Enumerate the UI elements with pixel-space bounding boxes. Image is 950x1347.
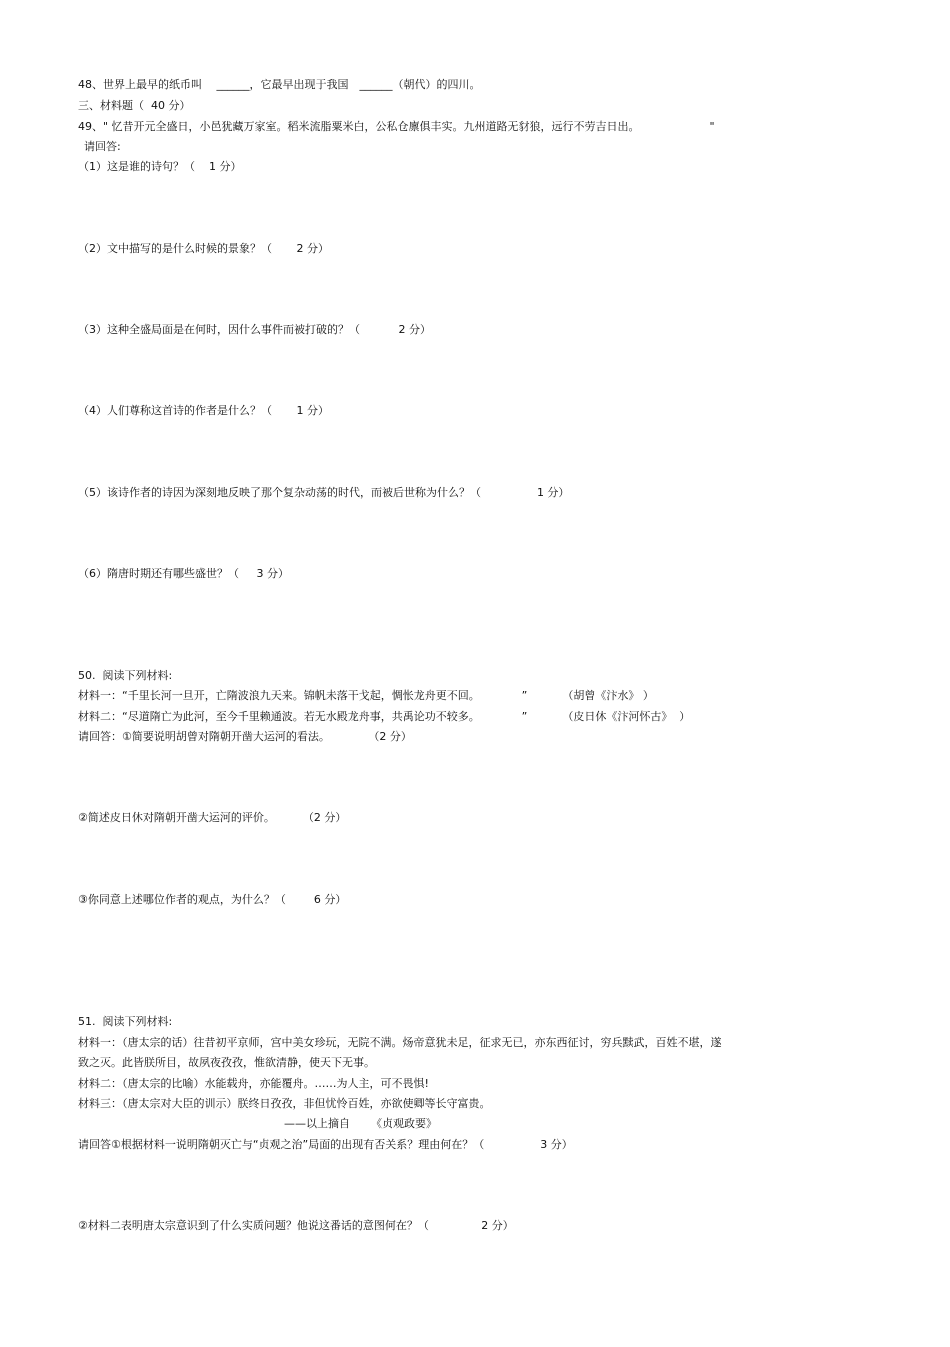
question-51-material-2: 材料二：（唐太宗的比喻）水能载舟，亦能覆舟。……为人主，可不畏惧! [78,1077,429,1090]
question-51-material-1-line-1: 材料一：（唐太宗的话）往昔初平京师，宫中美女珍玩，无院不满。炀帝意犹未足，征求无已，亦东西征讨，穷兵黩武，百姓不堪，遂 [78,1036,722,1049]
question-50-ask-3: ③你同意上述哪位作者的观点，为什么？（ 6 分） [78,893,347,906]
question-49-poem: 49、" 忆昔开元全盛日，小邑犹藏万家室。稻米流脂粟米白，公私仓廪俱丰实。九州道路无豺狼，远行不劳吉日出。 " [78,120,715,133]
question-50-ask-2: ②简述皮日休对隋朝开凿大运河的评价。 （2 分） [78,811,347,824]
question-49-sub-1: （1）这是谁的诗句？（ 1 分） [78,160,242,173]
question-48: 48、世界上最早的纸币叫 ______，它最早出现于我国 ______（朝代）的四川。 [78,78,481,91]
question-49-sub-3: （3）这种全盛局面是在何时，因什么事件而被打破的？（ 2 分） [78,323,431,336]
question-50-material-1: 材料一：“千里长河一旦开，亡隋波浪九天来。锦帆未落干戈起，惆怅龙舟更不回。 ” （胡曾《汴水》 ） [78,689,654,702]
question-49-sub-6: （6）隋唐时期还有哪些盛世？（ 3 分） [78,567,289,580]
question-50-ask-1: 请回答：①简要说明胡曾对隋朝开凿大运河的看法。 （2 分） [78,730,412,743]
question-49-sub-5: （5）该诗作者的诗因为深刻地反映了那个复杂动荡的时代，而被后世称为什么？（ 1 分） [78,486,570,499]
question-51-ask-1: 请回答①根据材料一说明隋朝灭亡与“贞观之治”局面的出现有否关系？理由何在？（ 3 分） [78,1138,573,1151]
question-51-material-3: 材料三：（唐太宗对大臣的训示）朕终日孜孜，非但忧怜百姓，亦欲使卿等长守富贵。 [78,1097,491,1110]
question-49-sub-4: （4）人们尊称这首诗的作者是什么？（ 1 分） [78,404,329,417]
question-50-material-2: 材料二：“尽道隋亡为此河，至今千里赖通波。若无水殿龙舟事，共禹论功不较多。 ” （皮日休《汴河怀古》 ） [78,710,691,723]
question-50-title: 50. 阅读下列材料: [78,669,173,682]
question-51-ask-2: ②材料二表明唐太宗意识到了什么实质问题？他说这番话的意图何在？（ 2 分） [78,1219,514,1232]
question-51-material-1-line-2: 致之灭。此皆朕所目，故夙夜孜孜，惟欲清静，使天下无事。 [78,1056,375,1069]
question-49-sub-2: （2）文中描写的是什么时候的景象？（ 2 分） [78,242,329,255]
question-51-title: 51. 阅读下列材料: [78,1015,173,1028]
question-49-prompt: 请回答: [84,140,121,153]
question-51-source: ——以上摘自 《贞观政要》 [284,1117,437,1130]
section-heading-material: 三、材料题（ 40 分） [78,99,191,112]
